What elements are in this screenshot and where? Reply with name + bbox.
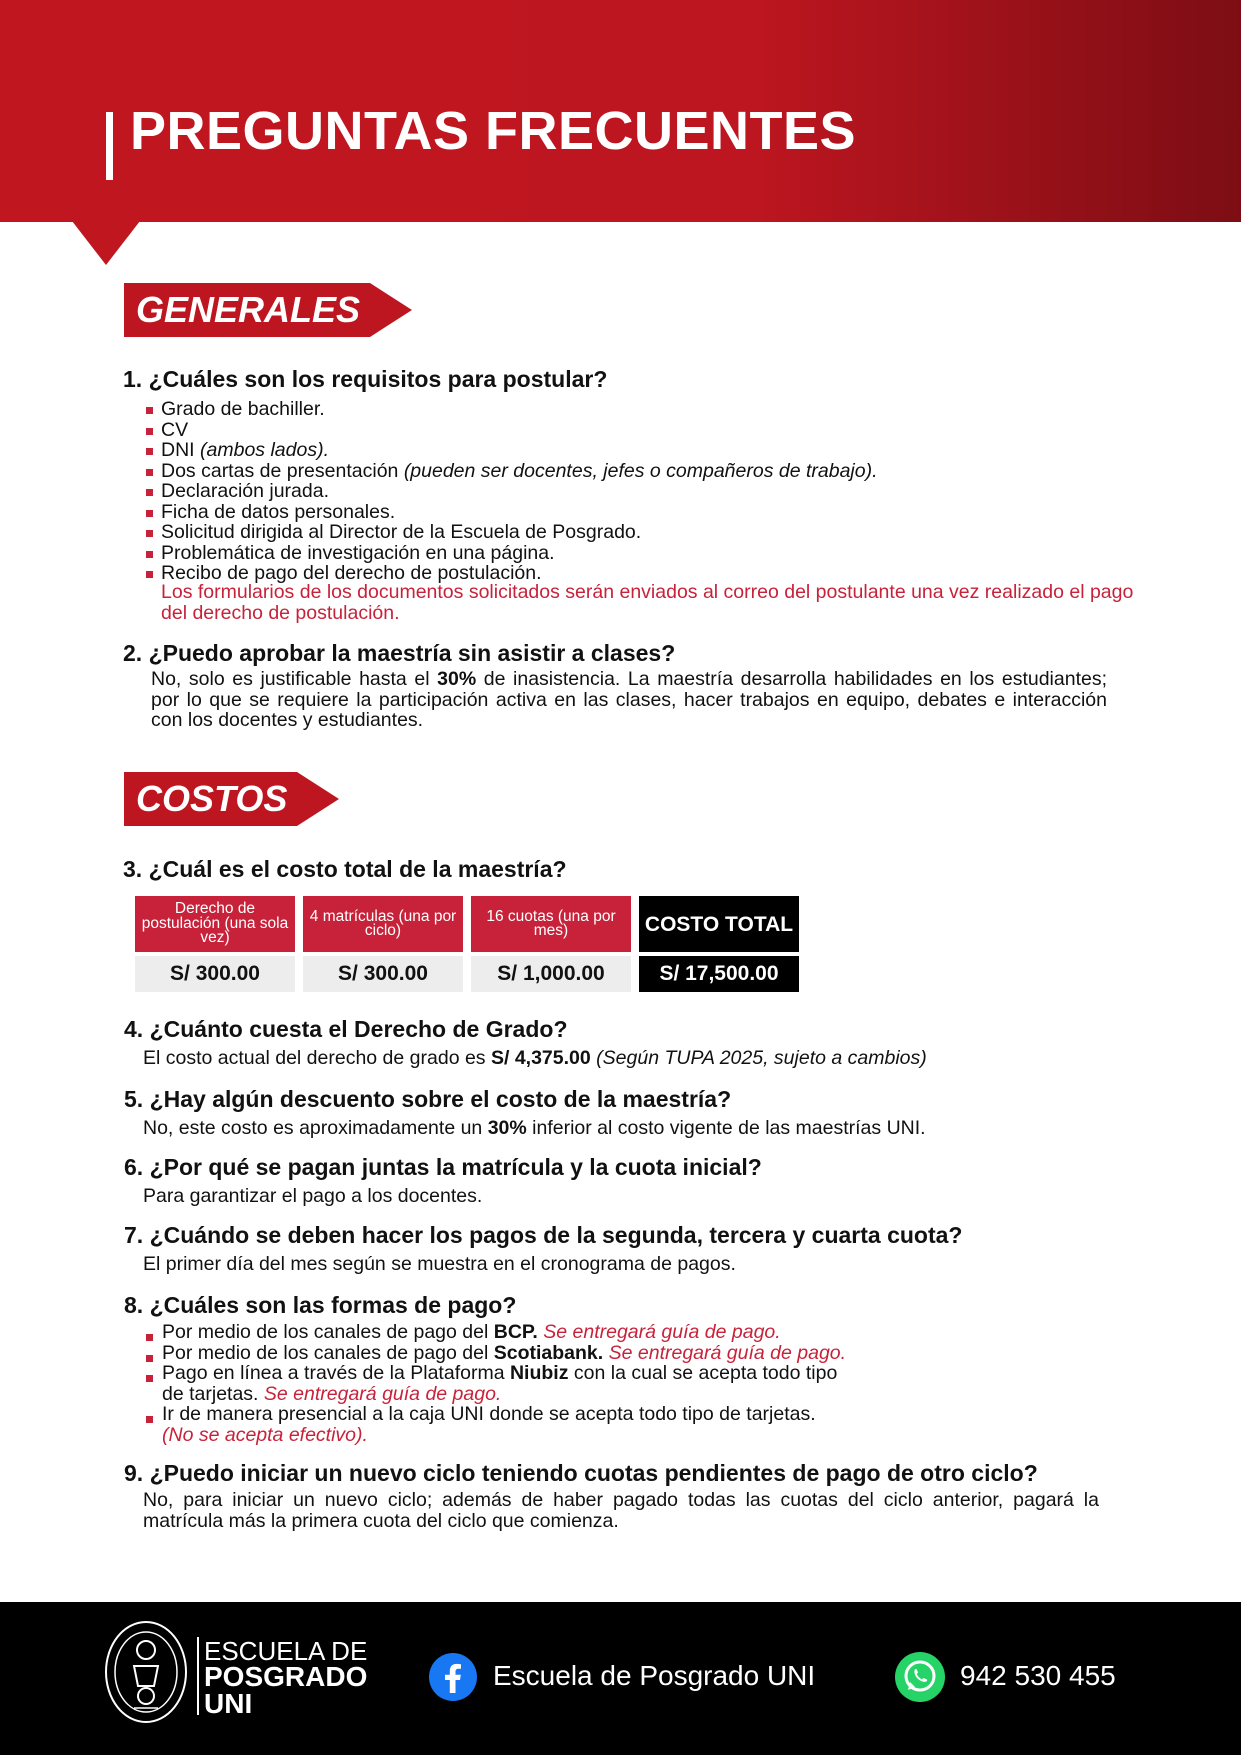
answer-note: (Según TUPA 2025, sujeto a cambios)	[596, 1047, 927, 1069]
bullet	[146, 448, 153, 455]
list-item	[146, 461, 878, 482]
question-4: 4. ¿Cuánto cuesta el Derecho de Grado?	[124, 1016, 568, 1042]
answer-highlight: 30%	[437, 668, 477, 690]
question-8: 8. ¿Cuáles son las formas de pago?	[124, 1292, 517, 1318]
answer-4	[143, 1048, 927, 1069]
bullet	[146, 489, 153, 496]
cost-value-total: S/ 17,500.00	[639, 956, 799, 992]
list-item	[146, 420, 878, 441]
university-seal-icon	[104, 1620, 188, 1724]
answer-7: El primer día del mes según se muestra en el cronograma de pagos.	[143, 1253, 736, 1275]
section-tag-label: COSTOS	[124, 772, 297, 826]
list-item-highlight: BCP.	[493, 1321, 538, 1343]
bullet	[146, 530, 153, 537]
question-6: 6. ¿Por qué se pagan juntas la matrícula y la cuota inicial?	[124, 1154, 762, 1180]
list-item	[146, 522, 878, 543]
list-item-highlight: Niubiz	[509, 1362, 569, 1384]
list-item-note: (No se acepta efectivo).	[162, 1423, 368, 1446]
answer-highlight: S/ 4,375.00	[490, 1047, 591, 1069]
section-tag-arrow	[370, 283, 412, 337]
list-item-text: Declaración jurada.	[161, 480, 330, 502]
list-item-text: DNI	[161, 439, 195, 461]
answer-text: El costo actual del derecho de grado es	[143, 1047, 486, 1069]
list-item	[146, 1343, 846, 1364]
header-notch	[72, 221, 140, 265]
list-item-highlight: Scotiabank.	[493, 1341, 604, 1364]
cost-header-total: COSTO TOTAL	[639, 896, 799, 952]
cost-value-matriculas: S/ 300.00	[303, 956, 463, 992]
payment-methods-list	[146, 1322, 846, 1445]
list-item-note: Se entregará guía de pago.	[263, 1382, 502, 1405]
facebook-link[interactable]: Escuela de Posgrado UNI	[493, 1660, 816, 1691]
answer-text: No, solo es justificable hasta el	[151, 668, 430, 690]
facebook-icon[interactable]	[429, 1653, 477, 1701]
list-item-text: Problemática de investigación en una página.	[161, 541, 555, 564]
bullet	[146, 1375, 153, 1382]
section-tag-costos	[124, 772, 339, 826]
question-1: 1. ¿Cuáles son los requisitos para postular?	[123, 366, 608, 392]
section-tag-generales	[124, 283, 412, 337]
cost-header-matriculas: 4 matrículas (una por ciclo)	[303, 896, 463, 952]
footer-divider	[197, 1637, 199, 1715]
bullet	[146, 510, 153, 517]
header-accent-bar	[106, 112, 113, 180]
footer-logo-line1: ESCUELA DE	[204, 1636, 368, 1666]
list-item-text: Por medio de los canales de pago del	[162, 1341, 489, 1364]
section-tag-arrow	[297, 772, 339, 826]
list-item	[146, 543, 878, 564]
bullet	[146, 1334, 153, 1341]
answer-5	[143, 1118, 926, 1139]
question-9: 9. ¿Puedo iniciar un nuevo ciclo teniendo cuotas pendientes de pago de otro ciclo?	[124, 1460, 1038, 1486]
list-item-text: Solicitud dirigida al Director de la Escuela de Posgrado.	[161, 521, 642, 543]
list-item	[146, 1322, 846, 1343]
cost-value-postulacion: S/ 300.00	[135, 956, 295, 992]
list-item-text: Recibo de pago del derecho de postulación.	[161, 562, 542, 584]
bullet	[146, 551, 153, 558]
cost-value-cuotas: S/ 1,000.00	[471, 956, 631, 992]
cost-header-cuotas: 16 cuotas (una por mes)	[471, 896, 631, 952]
list-item	[146, 399, 878, 420]
question-7: 7. ¿Cuándo se deben hacer los pagos de la segunda, tercera y cuarta cuota?	[124, 1222, 963, 1248]
list-item-text: Ficha de datos personales.	[161, 500, 396, 523]
bullet	[146, 469, 153, 476]
list-item-text: CV	[161, 418, 189, 441]
answer-text: inferior al costo vigente de las maestrías UNI.	[532, 1117, 926, 1139]
list-item-note: Se entregará guía de pago.	[543, 1321, 781, 1343]
bullet	[146, 571, 153, 578]
list-item-text: Grado de bachiller.	[161, 398, 325, 420]
whatsapp-icon[interactable]	[895, 1652, 945, 1702]
list-item-text: con la cual se acepta todo tipo	[573, 1362, 838, 1384]
footer-logo-line2: POSGRADO	[204, 1661, 368, 1692]
list-item-text: Ir de manera presencial a la caja UNI donde se acepta todo tipo de tarjetas.	[162, 1403, 816, 1425]
list-item-text: Dos cartas de presentación	[161, 459, 399, 482]
footer-logo-line3: UNI	[204, 1688, 253, 1719]
list-item-note: Se entregará guía de pago.	[608, 1341, 847, 1364]
answer-9: No, para iniciar un nuevo ciclo; además de haber pagado todas las cuotas del ciclo anterior, pagará la matrícula más la primera cuota del ciclo que comienza.	[143, 1489, 1099, 1532]
list-item	[146, 1363, 846, 1404]
bullet	[146, 428, 153, 435]
answer-text: No, este costo es aproximadamente un	[143, 1117, 483, 1139]
answer-2	[151, 669, 1107, 731]
list-item	[146, 481, 878, 502]
list-item-text: Pago en línea a través de la Plataforma	[162, 1362, 505, 1384]
list-item	[146, 440, 878, 461]
bullet	[146, 1416, 153, 1423]
whatsapp-number[interactable]: 942 530 455	[960, 1660, 1116, 1691]
list-item-note: (ambos lados).	[200, 439, 329, 461]
list-item	[146, 502, 878, 523]
bullet	[146, 407, 153, 414]
page-title: PREGUNTAS FRECUENTES	[130, 101, 857, 161]
bullet	[146, 1355, 153, 1362]
answer-highlight: 30%	[487, 1117, 527, 1139]
answer-6: Para garantizar el pago a los docentes.	[143, 1185, 483, 1207]
list-item-note: (pueden ser docentes, jefes o compañeros de trabajo).	[403, 459, 878, 482]
requirements-note: Los formularios de los documentos solicitados serán enviados al correo del postulante una vez realizado el pago del derecho de postulación.	[161, 581, 1134, 624]
list-item	[146, 1404, 846, 1445]
requirements-list	[146, 399, 878, 584]
question-3: 3. ¿Cuál es el costo total de la maestría?	[123, 856, 567, 882]
list-item-text: Por medio de los canales de pago del	[162, 1321, 489, 1343]
section-tag-label: GENERALES	[124, 283, 370, 337]
cost-header-postulacion: Derecho de postulación (una sola vez)	[135, 896, 295, 952]
question-5: 5. ¿Hay algún descuento sobre el costo de la maestría?	[124, 1086, 732, 1112]
question-2: 2. ¿Puedo aprobar la maestría sin asistir a clases?	[123, 640, 676, 666]
list-item-text: de tarjetas.	[162, 1382, 259, 1405]
answer-text: de inasistencia. La maestría desarrolla habilidades en los estudiantes; por lo que se requiere la participación activa en las clases, hacer trabajos en equipo, debates e interacción con los docentes y estudiantes.	[151, 668, 1108, 731]
